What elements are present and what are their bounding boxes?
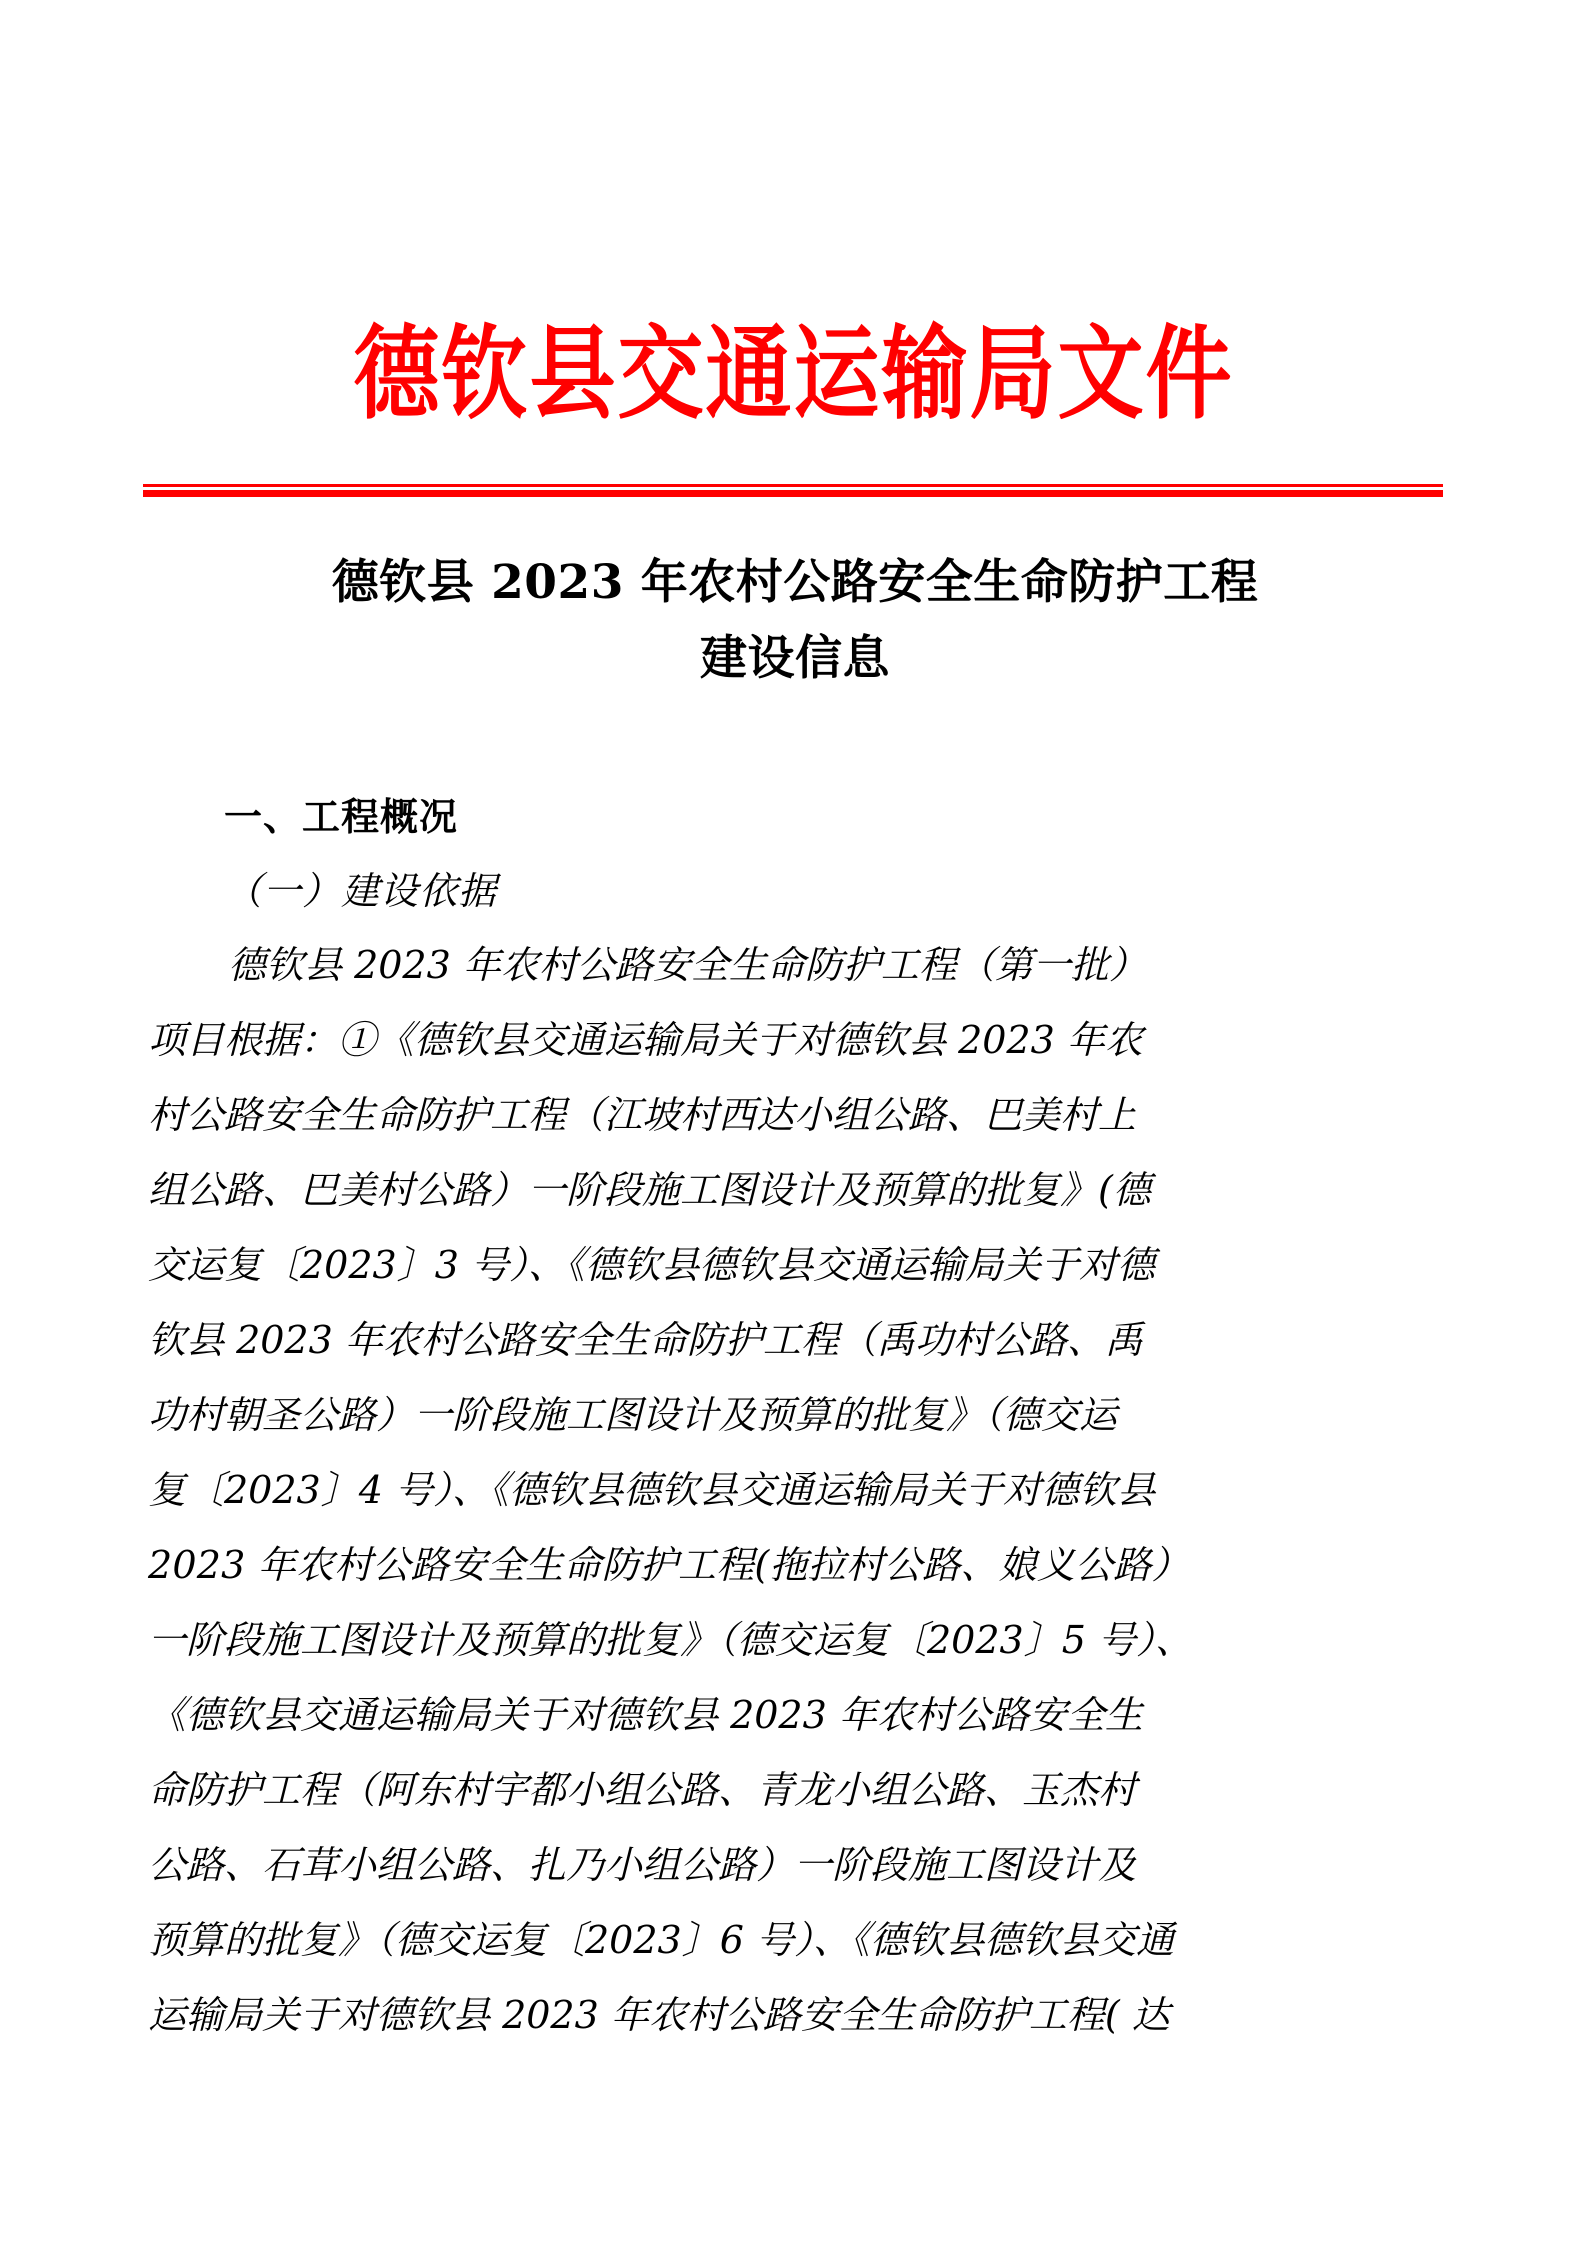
document-title-line-1: 德钦县 2023 年农村公路安全生命防护工程 bbox=[331, 555, 1259, 610]
masthead bbox=[0, 314, 1587, 434]
red-separator-rule bbox=[143, 484, 1443, 497]
body-line: 复〔2023〕4 号）、《德钦县德钦县交通运输局关于对德钦县 bbox=[148, 1468, 1155, 1512]
body-line: 运输局关于对德钦县 2023 年农村公路安全生命防护工程( 达 bbox=[148, 1993, 1170, 2037]
document-body bbox=[148, 780, 1440, 2053]
body-line: 交运复〔2023〕3 号）、《德钦县德钦县交通运输局关于对德 bbox=[148, 1243, 1155, 1287]
body-line: 组公路、巴美村公路）一阶段施工图设计及预算的批复》(德 bbox=[148, 1168, 1151, 1212]
body-line: 项目根据：①《德钦县交通运输局关于对德钦县 2023 年农 bbox=[148, 1018, 1143, 1062]
body-line: 公路、石茸小组公路、扎乃小组公路）一阶段施工图设计及 bbox=[148, 1843, 1137, 1887]
body-line: 村公路安全生命防护工程（江坡村西达小组公路、巴美村上 bbox=[148, 1093, 1137, 1137]
document-title bbox=[160, 545, 1430, 697]
masthead-title: 德钦县交通运输局文件 bbox=[353, 314, 1234, 434]
body-line: 功村朝圣公路）一阶段施工图设计及预算的批复》（德交运 bbox=[148, 1393, 1118, 1437]
sub-heading-basis: （一）建设依据 bbox=[224, 869, 498, 913]
red-rule-thick-line bbox=[143, 490, 1443, 497]
body-line: 命防护工程（阿东村宇都小组公路、青龙小组公路、玉杰村 bbox=[148, 1768, 1137, 1812]
body-line: 2023 年农村公路安全生命防护工程(拖拉村公路、娘义公路） bbox=[148, 1543, 1190, 1587]
body-line: 钦县 2023 年农村公路安全生命防护工程（禹功村公路、禹 bbox=[148, 1318, 1143, 1362]
body-line: 预算的批复》（德交运复〔2023〕6 号）、《德钦县德钦县交通 bbox=[148, 1918, 1174, 1962]
body-paragraph bbox=[148, 928, 1440, 2053]
document-title-line-2: 建设信息 bbox=[700, 631, 890, 686]
body-line: 《德钦县交通运输局关于对德钦县 2023 年农村公路安全生 bbox=[148, 1693, 1143, 1737]
body-line: 德钦县 2023 年农村公路安全生命防护工程（第一批） bbox=[228, 943, 1147, 987]
body-line: 一阶段施工图设计及预算的批复》（德交运复〔2023〕5 号）、 bbox=[148, 1618, 1193, 1662]
section-heading-overview: 一、工程概况 bbox=[224, 795, 459, 839]
